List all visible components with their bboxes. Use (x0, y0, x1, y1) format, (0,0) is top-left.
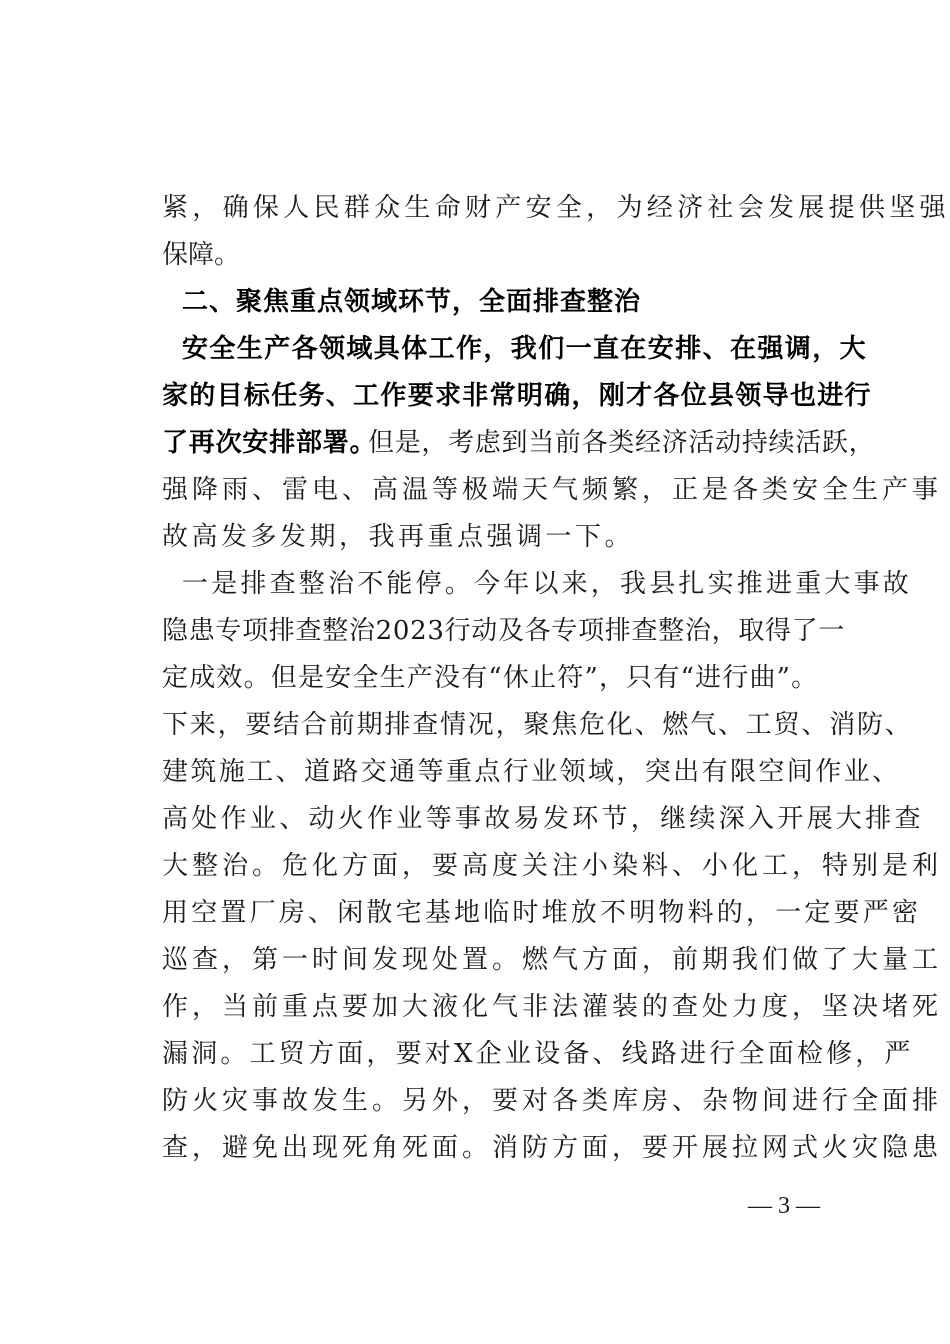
body-text-line: 隐患专项排查整治2023行动及各专项排查整治，取得了一 (162, 616, 846, 646)
body-text-line: 查，避免出现死角死面。消防方面，要开展拉网式火灾隐患 (162, 1133, 943, 1163)
body-text-line: 用空置厂房、闲散宅基地临时堆放不明物料的，一定要严密 (162, 898, 922, 928)
body-text-line: 强降雨、雷电、高温等极端天气频繁，正是各类安全生产事 (162, 475, 943, 505)
body-text-line: 防火灾事故发生。另外，要对各类库房、杂物间进行全面排 (162, 1086, 943, 1116)
body-text-line: 故高发多发期，我再重点强调一下。 (162, 522, 635, 552)
body-text-line: 紧，确保人民群众生命财产安全，为经济社会发展提供坚强 (162, 193, 950, 223)
body-text-line: 保障。 (162, 240, 241, 270)
body-text-line: 建筑施工、道路交通等重点行业领域，突出有限空间作业、 (162, 757, 901, 787)
body-text-line: 定成效。但是安全生产没有“休止符”，只有“进行曲”。 (162, 663, 819, 693)
bold-text-line: 安全生产各领域具体工作，我们一直在安排、在强调，大 (182, 334, 868, 364)
body-text-line: 作，当前重点要加大液化气非法灌装的查处力度，坚决堵死 (162, 992, 943, 1022)
body-text-line: 下来，要结合前期排查情况，聚焦危化、燃气、工贸、消防、 (162, 710, 913, 740)
section-heading: 二、聚焦重点领域环节，全面排查整治 (182, 287, 642, 317)
page-number: — 3 — (748, 1193, 820, 1219)
body-text-line: 大整治。危化方面，要高度关注小染料、小化工，特别是利 (162, 851, 943, 881)
body-text-line: 一是排查整治不能停。今年以来，我县扎实推进重大事故 (182, 569, 913, 599)
bold-text-line: 家的目标任务、工作要求非常明确，刚才各位县领导也进行 (162, 381, 872, 411)
bold-text-line: 了再次安排部署。 (162, 428, 377, 458)
body-text-line: 高处作业、动火作业等事故易发环节，继续深入开展大排查 (162, 804, 924, 834)
body-text-line: 但是，考虑到当前各类经济活动持续活跃， (368, 428, 876, 458)
body-text-line: 巡查，第一时间发现处置。燃气方面，前期我们做了大量工 (162, 945, 943, 975)
body-text-line: 漏洞。工贸方面，要对X企业设备、线路进行全面检修，严 (162, 1039, 914, 1069)
